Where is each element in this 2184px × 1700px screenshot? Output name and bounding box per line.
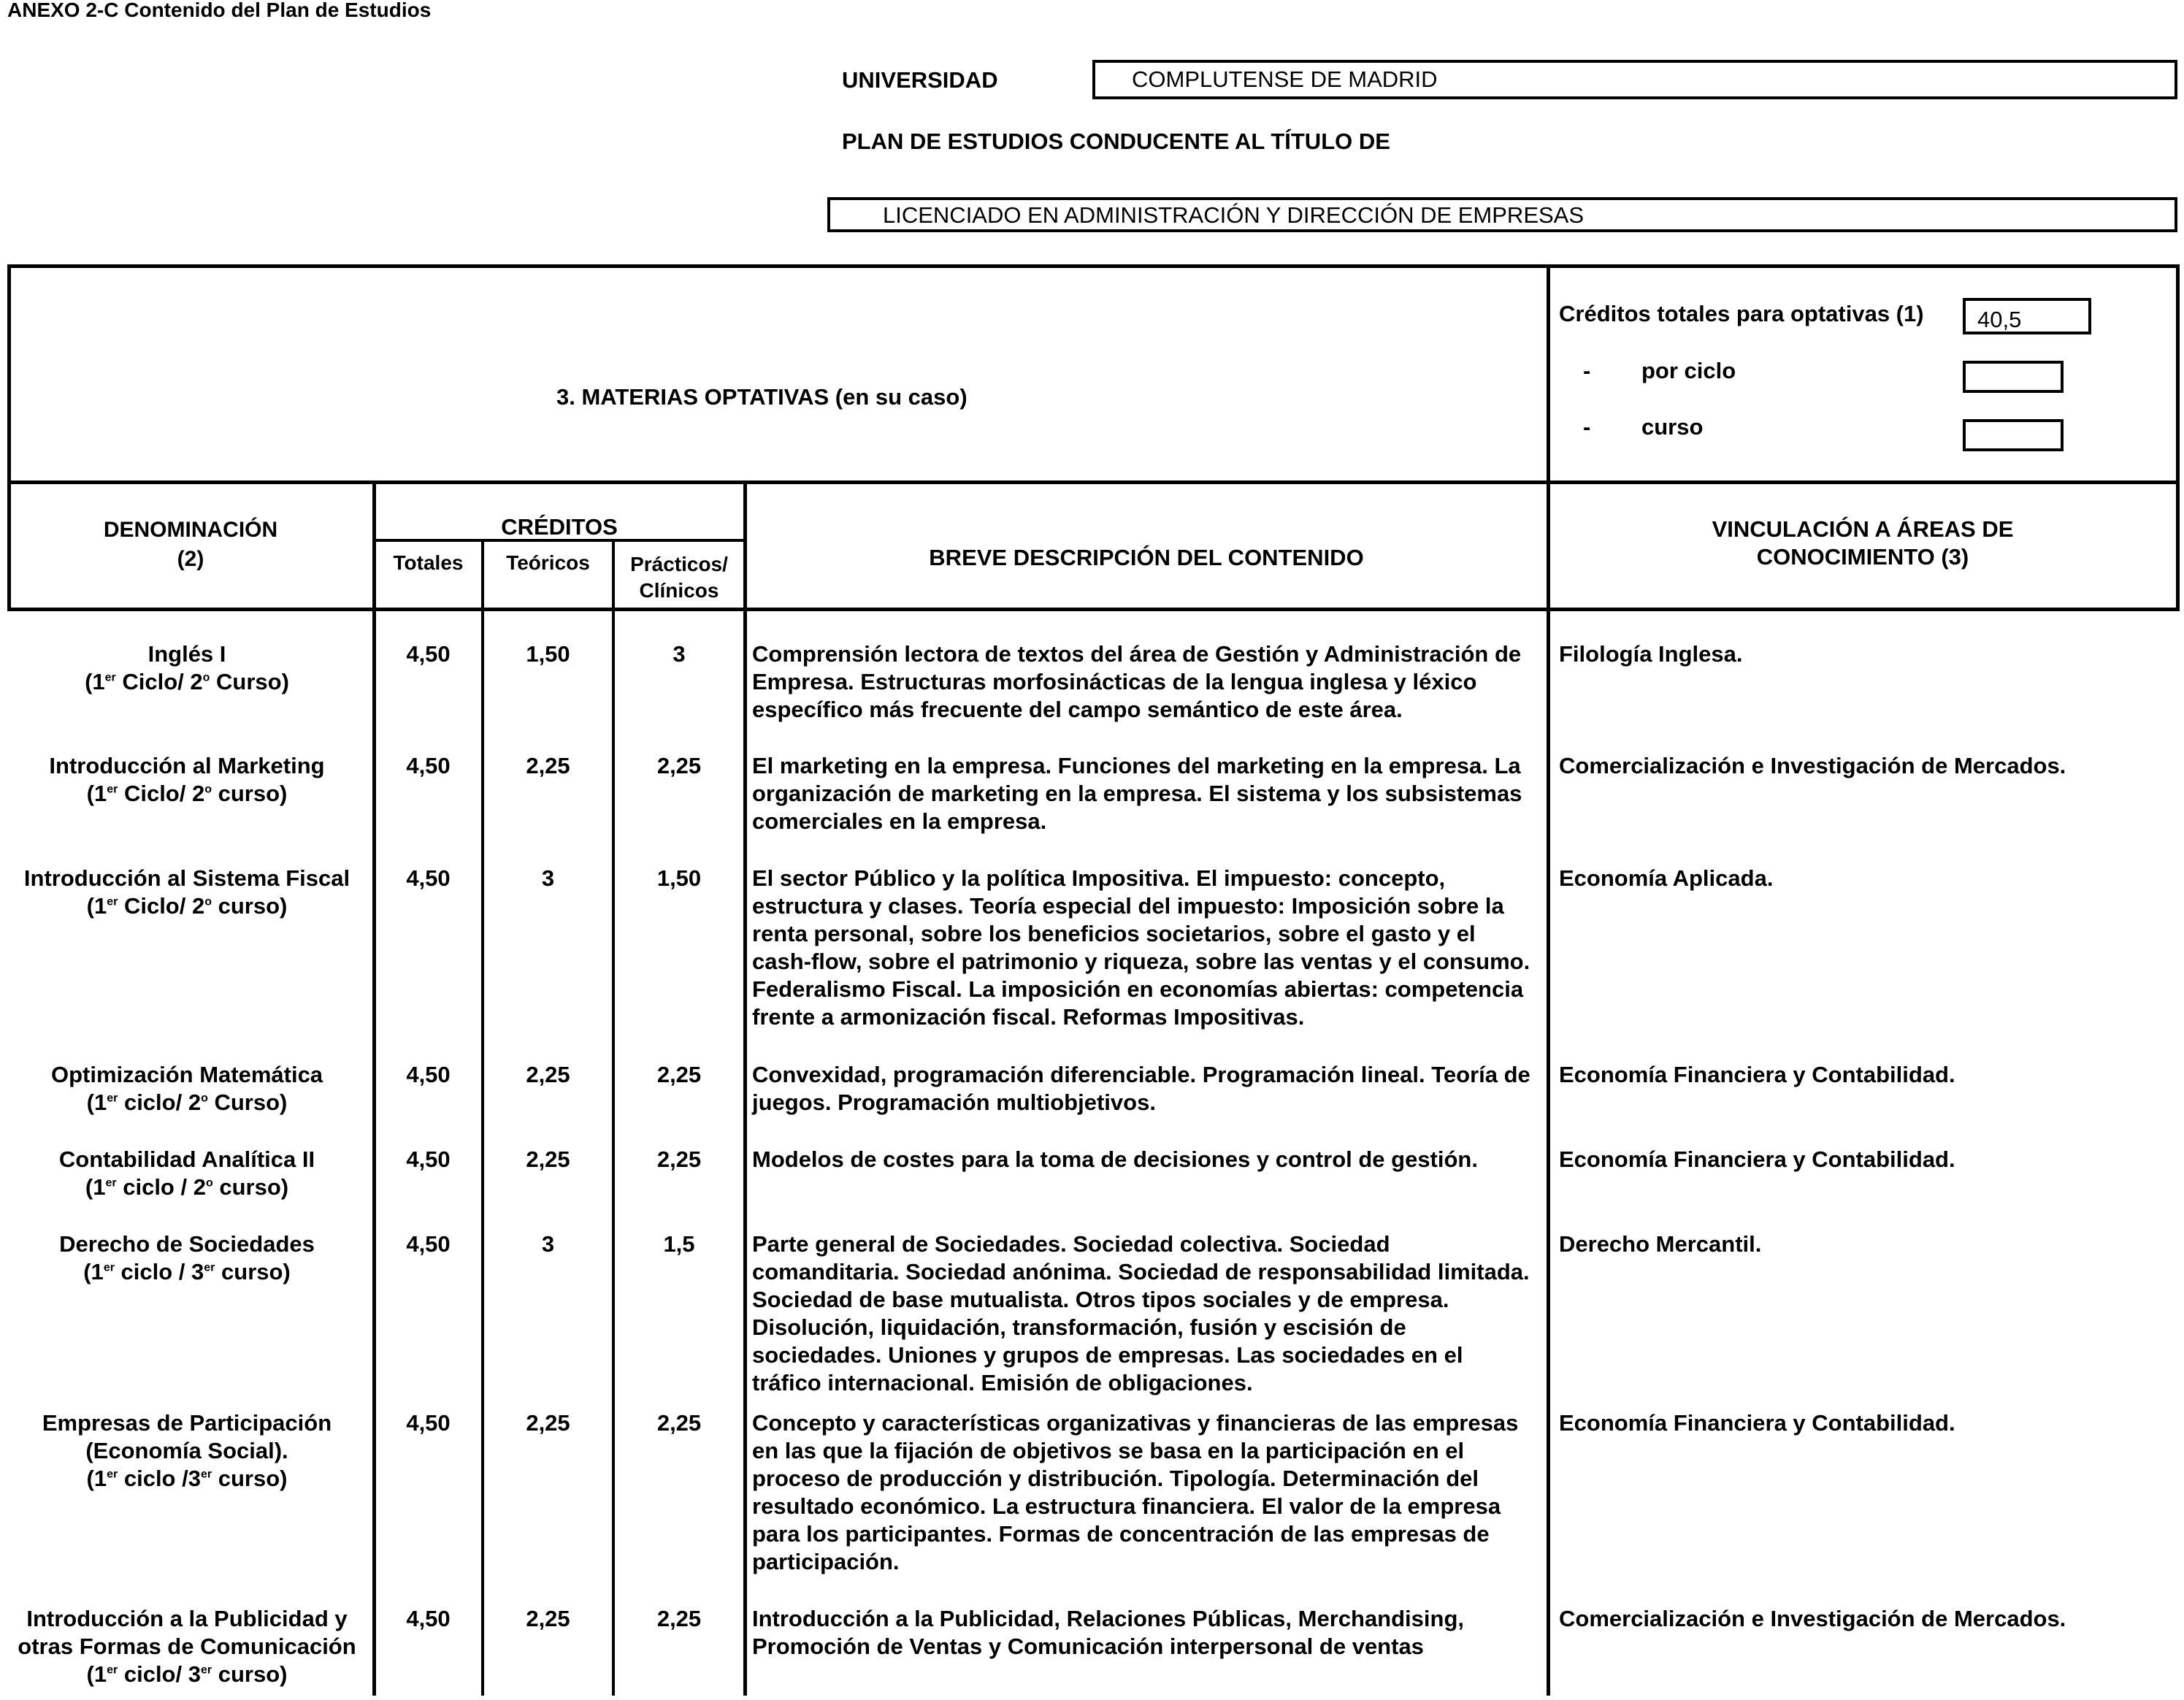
col-clinicos-label: Clínicos — [639, 579, 719, 602]
subject-cycle: (1er ciclo /3er curso) — [86, 1466, 288, 1491]
per-cycle-dash: - — [1583, 358, 1591, 383]
course-label: curso — [1641, 414, 1704, 440]
credits-practicos: 1,50 — [656, 865, 702, 891]
credits-totales: 4,50 — [406, 641, 451, 667]
section-title: 3. MATERIAS OPTATIVAS (en su caso) — [556, 384, 968, 410]
col-vinculacion-line1: VINCULACIÓN A ÁREAS DE — [1712, 516, 2014, 542]
subject-cycle: (1er ciclo/ 2$^o$ Curso) — [86, 1090, 288, 1115]
course-box — [1963, 419, 2064, 451]
col-teoricos: Teóricos — [506, 551, 590, 574]
subject-name: Contabilidad Analítica II — [58, 1146, 315, 1172]
row-denominacion — [10, 1230, 364, 1286]
university-label: UNIVERSIDAD — [842, 67, 998, 93]
credits-practicos: 2,25 — [656, 1146, 702, 1172]
plan-label: PLAN DE ESTUDIOS CONDUCENTE AL TÍTULO DE — [842, 129, 1390, 154]
col-denominacion-label: DENOMINACIÓN — [103, 518, 278, 542]
credits-practicos: 3 — [673, 641, 686, 667]
per-cycle-box — [1963, 361, 2064, 393]
knowledge-area: Filología Inglesa. — [1559, 641, 1743, 667]
knowledge-area: Economía Financiera y Contabilidad. — [1559, 1062, 1955, 1087]
col-descripcion: BREVE DESCRIPCIÓN DEL CONTENIDO — [929, 545, 1364, 570]
credits-teoricos: 3 — [541, 865, 555, 891]
row-denominacion — [10, 1146, 364, 1201]
content-description: Concepto y características organizativas y financieras de las empresas en las que la fijación de objetivos se basa en la participación en el proceso de producción y distribución. Tipología. Determinación del resultado económico. La estructura financiera. El valor de la empresa para los participantes. Formas de concentración de las empresas de participación. — [752, 1410, 1519, 1574]
subject-cycle: (1er ciclo / 2$^o$ curso) — [85, 1174, 289, 1200]
title-value: LICENCIADO EN ADMINISTRACIÓN Y DIRECCIÓN DE EMPRESAS — [883, 202, 1585, 228]
subject-cycle: (1er ciclo / 3er curso) — [83, 1259, 291, 1284]
col-practicos — [615, 551, 743, 604]
col-vinculacion — [1549, 516, 2176, 571]
row-denominacion — [10, 640, 364, 696]
credits-total-label: Créditos totales para optativas (1) — [1559, 301, 1924, 326]
credits-totales: 4,50 — [406, 1231, 451, 1257]
subject-name: Empresas de Participación — [42, 1410, 332, 1436]
credits-teoricos: 1,50 — [526, 641, 570, 667]
content-description: Introducción a la Publicidad, Relaciones Públicas, Merchandising, Promoción de Ventas y Comunicación interpersonal de ventas — [752, 1606, 1465, 1659]
knowledge-area: Derecho Mercantil. — [1559, 1231, 1762, 1257]
credits-practicos: 2,25 — [656, 1606, 702, 1631]
university-box — [1092, 60, 2177, 99]
per-cycle-label: por ciclo — [1641, 358, 1736, 383]
row-denominacion — [10, 1409, 364, 1493]
col-totales: Totales — [393, 551, 464, 574]
credits-totales: 4,50 — [406, 753, 451, 778]
row-denominacion — [10, 865, 364, 920]
knowledge-area: Economía Financiera y Contabilidad. — [1559, 1146, 1955, 1172]
credits-teoricos: 3 — [541, 1231, 555, 1257]
knowledge-area: Economía Aplicada. — [1559, 865, 1774, 891]
content-description: El sector Público y la política Impositiva. El impuesto: concepto, estructura y clases. Teoría especial del impuesto: Imposición sobre la renta personal, sobre los beneficios societarios, sobre el gasto y el cash-flow, sobre el patrimonio y riqueza, sobre las ventas y el consumo. Federalismo Fiscal. La imposición en economías abiertas: competencia frente a armonización fiscal. Reformas Impositivas. — [752, 865, 1530, 1030]
annex-title: ANEXO 2-C Contenido del Plan de Estudios — [7, 0, 432, 21]
credits-teoricos: 2,25 — [526, 1410, 570, 1436]
subject-cycle: (1er ciclo/ 3er curso) — [86, 1661, 288, 1687]
credits-practicos: 2,25 — [656, 753, 702, 778]
knowledge-area: Comercialización e Investigación de Mercados. — [1559, 1606, 2066, 1631]
content-description: El marketing en la empresa. Funciones del marketing en la empresa. La organización de marketing en la empresa. El sistema y los subsistemas comerciales en la empresa. — [752, 753, 1522, 834]
subject-cycle: (1er Ciclo/ 2$^o$ Curso) — [85, 669, 289, 694]
credits-practicos: 2,25 — [656, 1410, 702, 1436]
credits-total-value: 40,5 — [1977, 307, 2022, 332]
subject-name: Inglés I — [147, 641, 226, 667]
credits-total-box — [1963, 298, 2091, 334]
credits-teoricos: 2,25 — [526, 1146, 570, 1172]
content-description: Convexidad, programación diferenciable. Programación lineal. Teoría de juegos. Programación multiobjetivos. — [752, 1062, 1530, 1115]
title-box — [827, 197, 2177, 232]
subject-cycle: (1er Ciclo/ 2$^o$ curso) — [86, 893, 288, 919]
credits-practicos: 1,5 — [663, 1231, 695, 1257]
knowledge-area: Comercialización e Investigación de Mercados. — [1559, 753, 2066, 778]
credits-teoricos: 2,25 — [526, 753, 570, 778]
row-denominacion — [10, 1061, 364, 1117]
knowledge-area: Economía Financiera y Contabilidad. — [1559, 1410, 1955, 1436]
credits-totales: 4,50 — [406, 865, 451, 891]
content-description: Modelos de costes para la toma de decisiones y control de gestión. — [752, 1146, 1478, 1172]
credits-totales: 4,50 — [406, 1410, 451, 1436]
subject-name: Optimización Matemática — [50, 1062, 323, 1087]
col-denominacion — [10, 516, 371, 574]
course-dash: - — [1583, 414, 1591, 440]
subject-name: Introducción al Sistema Fiscal — [23, 865, 350, 891]
col-denominacion-note: (2) — [177, 547, 204, 571]
subject-name: Introducción al Marketing — [49, 753, 325, 778]
university-value: COMPLUTENSE DE MADRID — [1132, 66, 1438, 92]
credits-totales: 4,50 — [406, 1606, 451, 1631]
credits-totales: 4,50 — [406, 1062, 451, 1087]
subject-name-line2: otras Formas de Comunicación — [18, 1634, 356, 1659]
content-description: Comprensión lectora de textos del área de Gestión y Administración de Empresa. Estructuras morfosinácticas de la lengua inglesa y léxico específico más frecuente del campo semántico de este área. — [752, 641, 1522, 722]
subject-name-line2: (Economía Social). — [85, 1438, 288, 1463]
credits-teoricos: 2,25 — [526, 1062, 570, 1087]
col-practicos-label: Prácticos/ — [630, 553, 728, 575]
subject-name: Introducción a la Publicidad y — [26, 1606, 348, 1631]
subject-cycle: (1er Ciclo/ 2$^o$ curso) — [86, 781, 288, 806]
col-vinculacion-line2: CONOCIMIENTO (3) — [1756, 544, 1969, 570]
subject-name: Derecho de Sociedades — [59, 1231, 315, 1257]
row-denominacion — [10, 752, 364, 808]
credits-practicos: 2,25 — [656, 1062, 702, 1087]
content-description: Parte general de Sociedades. Sociedad colectiva. Sociedad comanditaria. Sociedad anónima. Sociedad de responsabilidad limitada. Sociedad de base mutualista. Otros tipos sociales y de empresa. Disolución, liquidación, transformación, fusión y escisión de sociedades. Uniones y grupos de empresas. Las sociedades en el tráfico internacional. Emisión de obligaciones. — [752, 1231, 1530, 1395]
credits-totales: 4,50 — [406, 1146, 451, 1172]
row-denominacion — [10, 1605, 364, 1688]
credits-teoricos: 2,25 — [526, 1606, 570, 1631]
col-creditos: CRÉDITOS — [501, 514, 618, 540]
